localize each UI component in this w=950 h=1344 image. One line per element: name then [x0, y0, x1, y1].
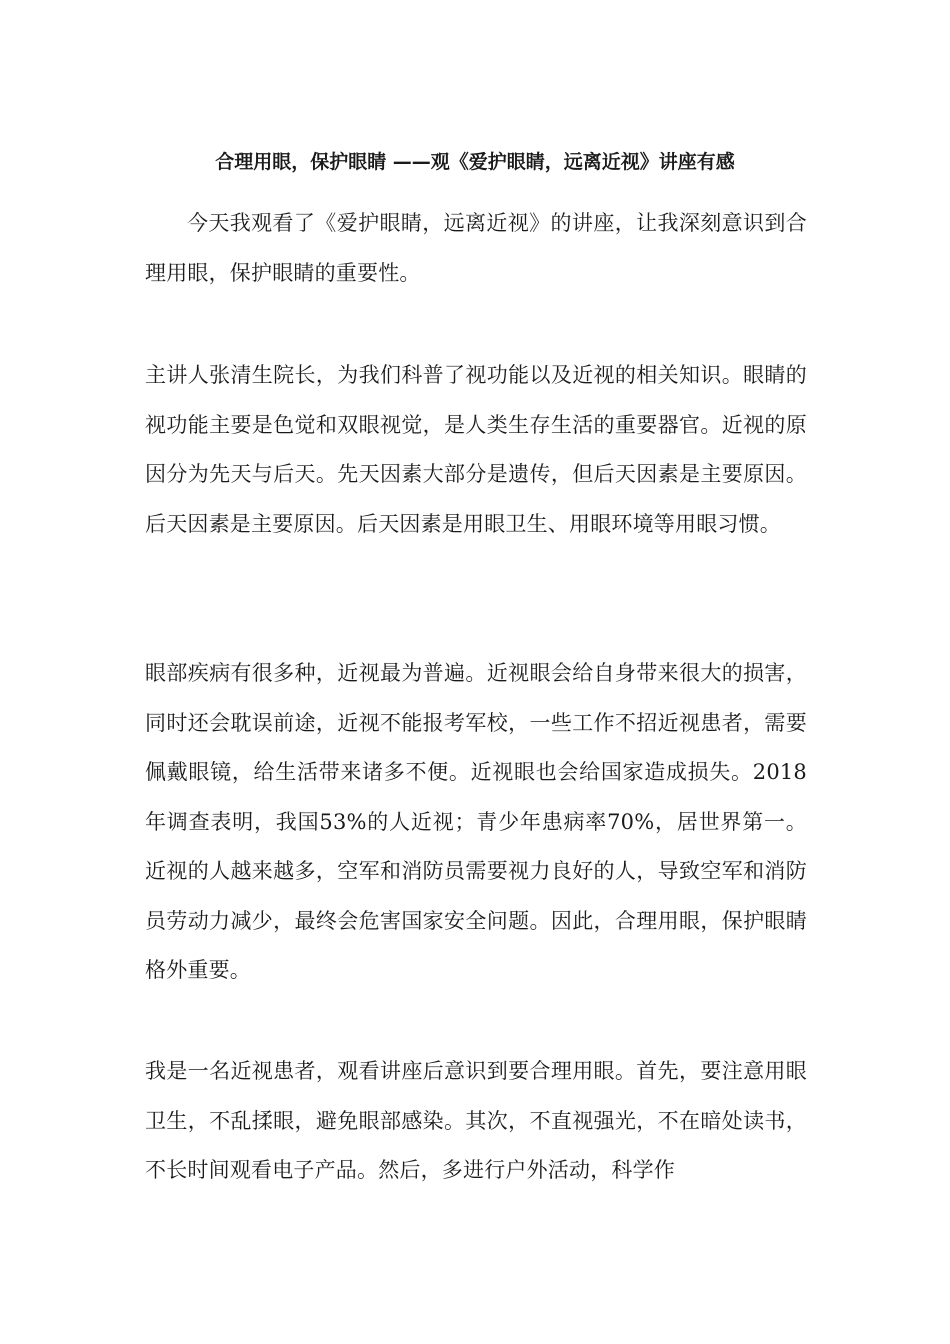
document-title: 合理用眼，保护眼睛 ——观《爱护眼睛，远离近视》讲座有感	[215, 151, 735, 173]
paragraph-myopia-harm: 眼部疾病有很多种，近视最为普遍。近视眼会给自身带来很大的损害，同时还会耽误前途，近视不能报考军校，一些工作不招近视患者，需要佩戴眼镜，给生活带来诸多不便。近视眼也会给国家造成损失。2018年调查表明，我国53%的人近视；青少年患病率70%，居世界第一。近视的人越来越多，空军和消防员需要视力良好的人，导致空军和消防员劳动力减少，最终会危害国家安全问题。因此，合理用眼，保护眼睛格外重要。	[145, 661, 807, 982]
paragraph-lecture-content: 主讲人张清生院长，为我们科普了视功能以及近视的相关知识。眼睛的视功能主要是色觉和双眼视觉，是人类生存生活的重要器官。近视的原因分为先天与后天。先天因素大部分是遗传，但后天因素是主要原因。后天因素是主要原因。后天因素是用眼卫生、用眼环境等用眼习惯。	[145, 363, 807, 536]
paragraph-personal-reflection: 我是一名近视患者，观看讲座后意识到要合理用眼。首先，要注意用眼卫生，不乱揉眼，避免眼部感染。其次，不直视强光，不在暗处读书，不长时间观看电子产品。然后，多进行户外活动，科学作	[145, 1059, 807, 1182]
paragraph-intro: 今天我观看了《爱护眼睛，远离近视》的讲座，让我深刻意识到合理用眼，保护眼睛的重要性。	[145, 211, 807, 285]
